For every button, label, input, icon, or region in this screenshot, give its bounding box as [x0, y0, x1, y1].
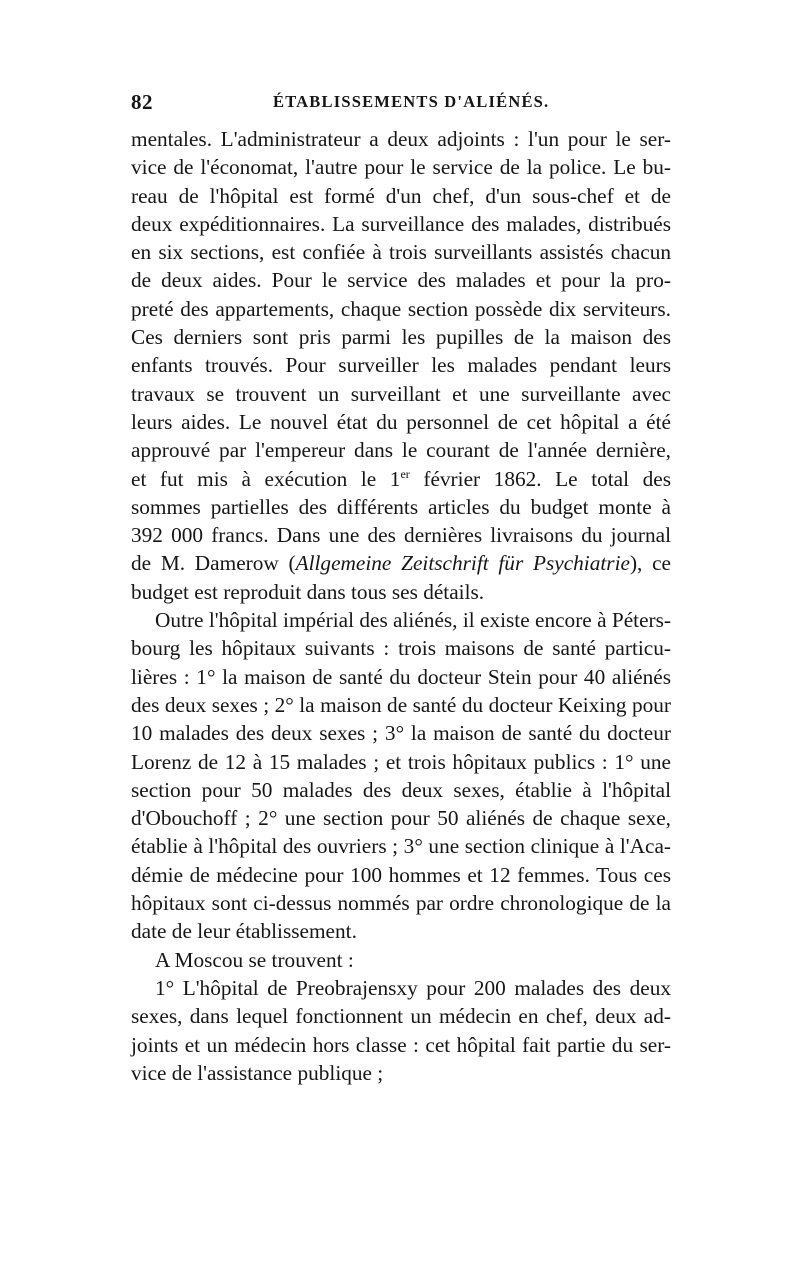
- text-line-segment: hôpitaux sont ci-dessus nommés par ordre chronologique de la: [131, 891, 671, 916]
- text-line: [131, 351, 671, 379]
- text-line-segment: d'Obouchoff ; 2° une section pour 50 aliénés de chaque sexe,: [131, 806, 671, 831]
- text-line: [131, 889, 671, 917]
- text-line-segment: sexes, dans lequel fonctionnent un médecin en chef, deux ad-: [131, 1004, 671, 1029]
- text-line: [131, 861, 671, 889]
- text-line: [131, 521, 671, 549]
- text-line: [131, 748, 671, 776]
- text-line-segment: vice de l'économat, l'autre pour le service de la police. Le bu-: [131, 155, 671, 180]
- text-line: [131, 436, 671, 464]
- text-line-segment: Ces derniers sont pris parmi les pupilles de la maison des: [131, 325, 671, 350]
- text-line-segment: mentales. L'administrateur a deux adjoints : l'un pour le ser-: [131, 127, 671, 151]
- text-line: [131, 182, 671, 210]
- text-line-segment: bourg les hôpitaux suivants : trois maisons de santé particu-: [131, 636, 671, 661]
- text-line-segment: de deux aides. Pour le service des malades et pour la pro-: [131, 268, 671, 293]
- text-line: [131, 295, 671, 323]
- text-line-segment: vice de l'assistance publique ;: [131, 1060, 384, 1085]
- text-line: [131, 1031, 671, 1059]
- text-line-segment: 10 malades des deux sexes ; 3° la maison de santé du docteur: [131, 721, 671, 746]
- page-number: 82: [131, 90, 153, 114]
- text-line-segment: ), ce: [629, 551, 671, 576]
- text-line: [131, 465, 671, 493]
- text-line-segment: A Moscou se trouvent :: [155, 947, 354, 972]
- text-line: [131, 691, 671, 719]
- text-line-segment: 1° L'hôpital de Preobrajensxy pour 200 malades des deux: [155, 975, 671, 1000]
- text-line: [131, 210, 671, 238]
- text-line-segment: section pour 50 malades des deux sexes, établie à l'hôpital: [131, 777, 671, 802]
- text-line-segment: et fut mis à exécution le 1: [131, 466, 401, 491]
- text-line-segment: date de leur établissement.: [131, 919, 357, 944]
- text-line-segment: lières : 1° la maison de santé du docteur Stein pour 40 aliénés: [131, 664, 671, 689]
- text-line: [131, 238, 671, 266]
- text-line-segment: démie de médecine pour 100 hommes et 12 femmes. Tous ces: [131, 862, 671, 887]
- text-line: [131, 408, 671, 436]
- text-line-segment: 392 000 francs. Dans une des dernières livraisons du journal: [131, 523, 671, 548]
- text-line-segment: en six sections, est confiée à trois surveillants assistés chacun: [131, 240, 671, 265]
- text-line: [131, 1002, 671, 1030]
- text-line: [131, 719, 671, 747]
- text-line-segment: joints et un médecin hors classe : cet hôpital fait partie du ser-: [131, 1032, 671, 1057]
- text-line-segment: travaux se trouvent un surveillant et une surveillante avec: [131, 381, 671, 406]
- text-line: [131, 549, 671, 577]
- text-line-segment: Outre l'hôpital impérial des aliénés, il existe encore à Péters-: [155, 608, 671, 633]
- running-head: [131, 90, 668, 116]
- text-line-segment: approuvé par l'empereur dans le courant de l'année dernière,: [131, 438, 671, 463]
- text-line: [131, 606, 671, 634]
- text-line: [131, 380, 671, 408]
- text-line: [131, 493, 671, 521]
- text-line-segment: établie à l'hôpital des ouvriers ; 3° une section clinique à l'Aca-: [131, 834, 671, 859]
- text-line-segment: février 1862. Le total des: [409, 466, 671, 491]
- running-title: ÉTABLISSEMENTS D'ALIÉNÉS.: [273, 92, 550, 111]
- text-line: [131, 634, 671, 662]
- text-line: [131, 946, 671, 974]
- text-line-segment: preté des appartements, chaque section possède dix serviteurs.: [131, 296, 671, 321]
- text-line-segment: budget est reproduit dans tous ses détails.: [131, 579, 485, 604]
- text-line: [131, 832, 671, 860]
- text-line-segment: deux expéditionnaires. La surveillance des malades, distribués: [131, 211, 671, 236]
- text-line: [131, 804, 671, 832]
- text-line: [131, 323, 671, 351]
- text-line: [131, 776, 671, 804]
- text-line: [131, 153, 671, 181]
- text-line: [131, 125, 671, 153]
- text-line-segment: leurs aides. Le nouvel état du personnel de cet hôpital a été: [131, 409, 671, 434]
- text-line-segment: de M. Damerow (: [131, 551, 296, 576]
- superscript: er: [400, 466, 410, 481]
- text-line: [131, 917, 671, 945]
- text-line: [131, 266, 671, 294]
- text-line: [131, 663, 671, 691]
- text-line-segment: enfants trouvés. Pour surveiller les malades pendant leurs: [131, 353, 671, 378]
- text-line: [131, 1059, 671, 1087]
- text-line-segment: sommes partielles des différents articles du budget monte à: [131, 494, 671, 519]
- text-line-segment: reau de l'hôpital est formé d'un chef, d'un sous-chef et de: [131, 183, 671, 208]
- body-text: [131, 125, 671, 1087]
- text-line-segment: des deux sexes ; 2° la maison de santé du docteur Keixing pour: [131, 692, 671, 717]
- text-line: [131, 578, 671, 606]
- text-line-segment: Lorenz de 12 à 15 malades ; et trois hôpitaux publics : 1° une: [131, 749, 671, 774]
- italic-title: Allgemeine Zeitschrift für Psychiatrie: [295, 551, 630, 576]
- text-line: [131, 974, 671, 1002]
